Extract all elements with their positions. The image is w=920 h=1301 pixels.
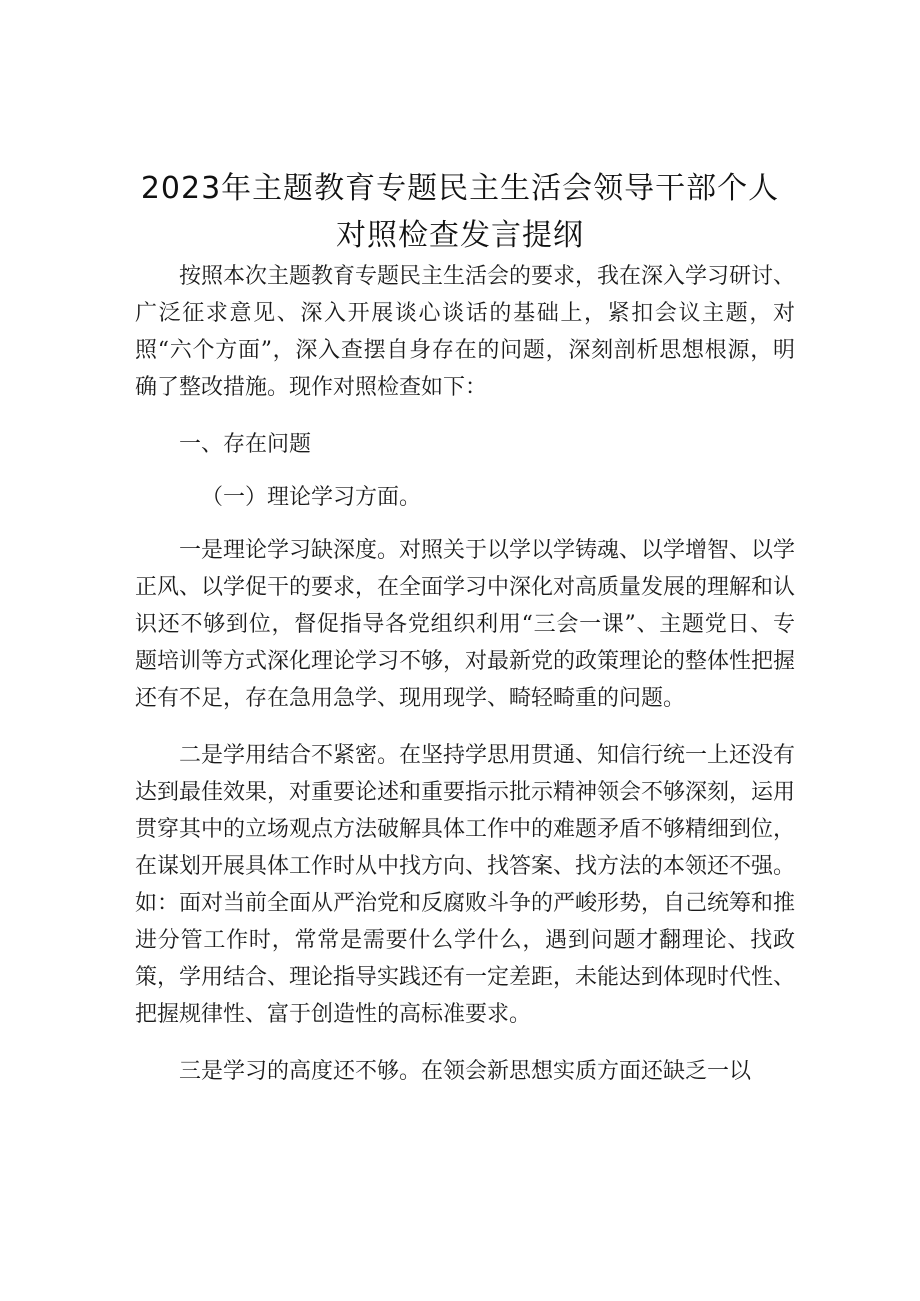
- document-body: [135, 258, 795, 1110]
- paragraph-point-two: 二是学用结合不紧密。在坚持学思用贯通、知信行统一上还没有达到最佳效果，对重要论述和重要指示批示精神领会不够深刻，运用贯穿其中的立场观点方法破解具体工作中的难题矛盾不够精细到位，在谋划开展具体工作时从中找方向、找答案、找方法的本领还不强。如：面对当前全面从严治党和反腐败斗争的严峻形势，自己统筹和推进分管工作时，常常是需要什么学什么，遇到问题才翻理论、找政策，学用结合、理论指导实践还有一定差距，未能达到体现时代性、把握规律性、富于创造性的高标准要求。: [135, 743, 796, 1027]
- document-title-line-2: 对照检查发言提纲: [336, 218, 584, 253]
- section-heading-problems: 一、存在问题: [179, 432, 312, 457]
- intro-paragraph: 按照本次主题教育专题民主生活会的要求，我在深入学习研讨、广泛征求意见、深入开展谈心谈话的基础上，紧扣会议主题，对照“六个方面”，深入查摆自身存在的问题，深刻剖析思想根源，明确了整改措施。现作对照检查如下：: [135, 264, 796, 400]
- paragraph-point-three: 三是学习的高度还不够。在领会新思想实质方面还缺乏一以: [179, 1059, 752, 1084]
- document-title-line-1: 2023年主题教育专题民主生活会领导干部个人: [140, 171, 780, 206]
- subsection-heading-theory-study: （一）理论学习方面。: [201, 485, 422, 510]
- paragraph-point-one: 一是理论学习缺深度。对照关于以学以学铸魂、以学增智、以学正风、以学促干的要求，在全面学习中深化对高质量发展的理解和认识还不够到位，督促指导各党组织利用“三会一课”、主题党日、专题培训等方式深化理论学习不够，对最新党的政策理论的整体性把握还有不足，存在急用急学、现用现学、畸轻畸重的问题。: [135, 538, 796, 711]
